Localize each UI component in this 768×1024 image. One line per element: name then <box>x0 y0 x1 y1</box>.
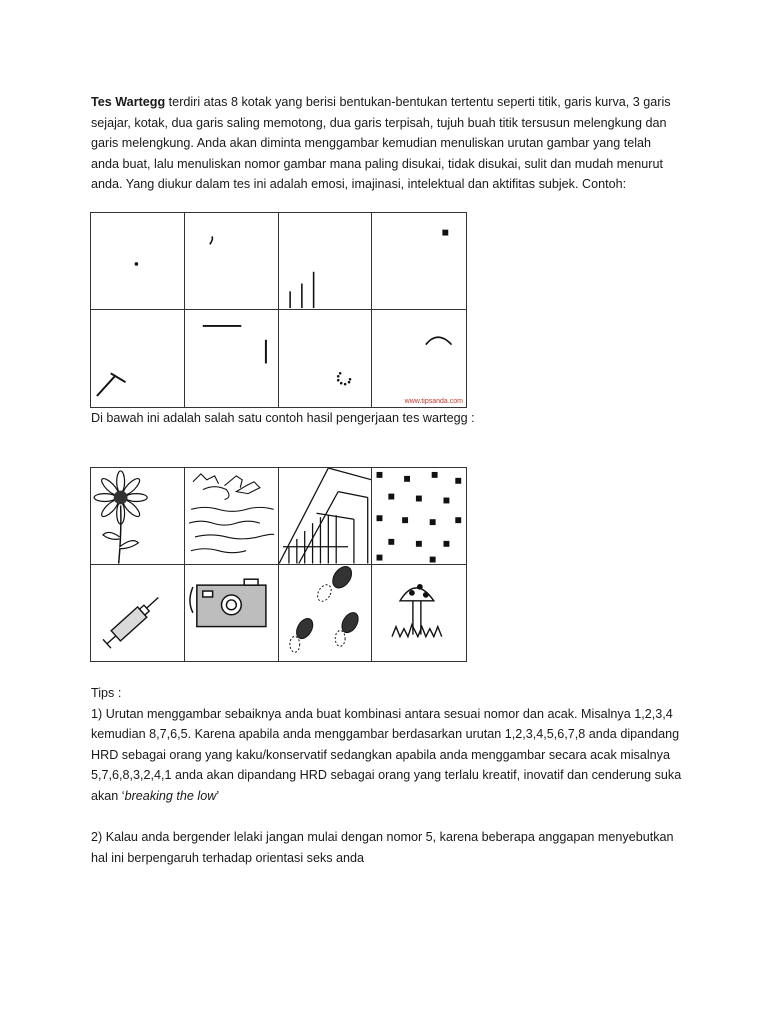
tip1-line-1: 1) Urutan menggambar sebaiknya anda buat kombinasi antara sesuai nomor dan acak. Misalnya 1,2,3,4 <box>91 706 673 721</box>
dot-pattern-drawing <box>372 468 466 564</box>
result-cell-footprints <box>279 565 373 662</box>
tip1-line-2: kemudian 8,7,6,5. Karena apabila anda menggambar berdasarkan urutan 1,2,3,4,5,6,7,8 anda dipandang <box>91 727 680 742</box>
tips-section <box>91 683 691 868</box>
separate-lines-figure <box>185 310 278 407</box>
footprints-drawing <box>279 565 372 662</box>
tip2-line-2: hal ini berpengaruh terhadap orientasi seks anda <box>91 850 365 865</box>
three-lines-figure <box>279 213 372 309</box>
intro-paragraph <box>91 92 691 195</box>
example-cell-titik <box>91 213 185 310</box>
result-cell-camera <box>185 565 279 662</box>
tip1-line-5: akan ‘breaking the low’ <box>91 788 220 803</box>
result-cell-building <box>279 468 373 565</box>
syringe-drawing <box>91 565 184 662</box>
result-cell-bird <box>185 468 279 565</box>
tip1-line-3: HRD sebagai orang yang kaku/konservatif sedangkan apabila anda menggambar secara acak misalnya <box>91 747 670 762</box>
arc-figure <box>372 310 466 407</box>
example-cell-kotak <box>372 213 466 310</box>
result-cell-dots <box>372 468 466 565</box>
intro-bold-term: Tes Wartegg <box>91 95 166 109</box>
result-cell-mushroom <box>372 565 466 662</box>
square-figure <box>372 213 466 309</box>
intro-line-3: garis melengkung. Anda akan diminta menggambar kemudian menuliskan urutan gambar yang telah <box>91 136 652 151</box>
example-cell-garis-kurva <box>185 213 279 310</box>
dot-figure <box>91 213 184 309</box>
mushroom-drawing <box>372 565 466 662</box>
intro-line-5: anda. Yang diukur dalam tes ini adalah emosi, imajinasi, intelektual dan aktifitas subjek. Contoh: <box>91 177 627 192</box>
watermark: www.tipsanda.com <box>404 398 463 405</box>
example-cell-garis-melengkung <box>372 310 466 407</box>
example-cell-garis-memotong <box>91 310 185 407</box>
example-cell-3-garis <box>279 213 373 310</box>
flower-drawing <box>91 468 184 564</box>
curved-dots-figure <box>279 310 372 407</box>
caption: Di bawah ini adalah salah satu contoh hasil pengerjaan tes wartegg : <box>91 411 475 425</box>
result-grid <box>90 467 467 662</box>
example-cell-garis-terpisah <box>185 310 279 407</box>
bird-water-drawing <box>185 468 278 564</box>
intro-line-2: sejajar, kotak, dua garis saling memotong, dua garis terpisah, tujuh buah titik tersusun melengkung dan <box>91 115 667 130</box>
curve-figure <box>185 213 278 309</box>
tips-heading: Tips : <box>91 686 122 700</box>
crossing-lines-figure <box>91 310 184 407</box>
building-drawing <box>279 468 372 564</box>
example-grid <box>90 212 467 408</box>
intro-line-4: anda buat, lalu menuliskan nomor gambar mana paling disukai, tidak disukai, sulit dan mudah menurut <box>91 156 663 171</box>
intro-line-1: Tes Wartegg terdiri atas 8 kotak yang berisi bentukan-bentukan tertentu seperti titik, garis kurva, 3 garis <box>91 95 671 109</box>
camera-drawing <box>185 565 278 662</box>
tip1-line-4: 5,7,6,8,3,2,4,1 anda akan dipandang HRD sebagai orang yang terlalu kreatif, inovatif dan cenderung suka <box>91 768 682 783</box>
result-cell-syringe <box>91 565 185 662</box>
breaking-the-low-italic: breaking the low <box>124 788 217 803</box>
example-cell-titik-melengkung <box>279 310 373 407</box>
tip2-line-1: 2) Kalau anda bergender lelaki jangan mulai dengan nomor 5, karena beberapa anggapan menyebutkan <box>91 830 674 845</box>
result-cell-flower <box>91 468 185 565</box>
blank-line <box>91 807 691 828</box>
